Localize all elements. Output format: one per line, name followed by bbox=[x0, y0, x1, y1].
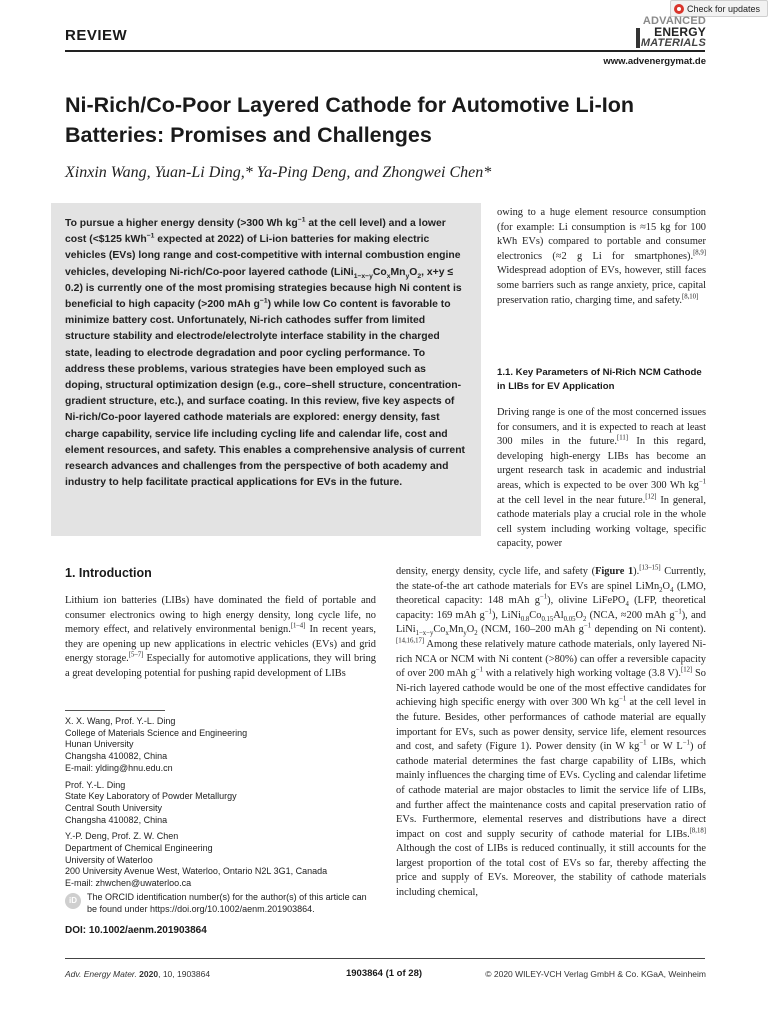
body-paragraph bbox=[497, 206, 706, 308]
abstract-text: at the cell level) and a lower cost (<$125 kWh bbox=[65, 218, 446, 246]
reference-link[interactable]: [8,18] bbox=[689, 827, 706, 835]
section-label: REVIEW bbox=[65, 27, 128, 44]
page-number: 1903864 (1 of 28) bbox=[345, 968, 423, 979]
affiliation-line: College of Materials Science and Engineering bbox=[65, 727, 248, 738]
abstract-box bbox=[51, 203, 481, 536]
article-title: Ni-Rich/Co-Poor Layered Cathode for Automotive Li-Ion Batteries: Promises and Challenges bbox=[65, 93, 634, 147]
affiliation-line: Prof. Y.-L. Ding bbox=[65, 779, 126, 790]
subscript: x bbox=[445, 630, 449, 638]
reference-link[interactable]: [13–15] bbox=[639, 564, 661, 572]
footer-citation bbox=[65, 969, 210, 979]
affiliation-line: 200 University Avenue West, Waterloo, Ontario N2L 3G1, Canada bbox=[65, 866, 328, 877]
subscript: 2 bbox=[474, 630, 478, 638]
body-text: O bbox=[662, 580, 671, 592]
body-text: Al bbox=[553, 609, 564, 621]
footer-year: 2020 bbox=[136, 969, 159, 979]
subscript: 4 bbox=[670, 586, 674, 594]
reference-link[interactable]: [1–4] bbox=[290, 622, 306, 630]
orcid-icon: iD bbox=[65, 893, 81, 909]
subscript: 1−x−y bbox=[353, 272, 373, 280]
body-paragraph bbox=[497, 406, 706, 552]
superscript: −1 bbox=[674, 608, 682, 616]
body-paragraph bbox=[65, 594, 376, 682]
check-for-updates-label: Check for updates bbox=[687, 4, 761, 14]
body-text: ), olivine LiFePO bbox=[547, 595, 626, 607]
journal-logo-line1: ADVANCED bbox=[642, 15, 706, 27]
body-text: Co bbox=[529, 609, 542, 621]
affiliation-line: X. X. Wang, Prof. Y.-L. Ding bbox=[65, 716, 176, 726]
body-text: (LFP, theoretical capacity: 169 mAh g bbox=[396, 595, 706, 621]
abstract-text: expected at 2022) of Li-ion batteries for making electric vehicles (EVs) long range and cost-competitive with internal combustion engine vehicles, developing Ni-rich/Co-poor layered cathode (LiNi bbox=[65, 234, 461, 278]
subscript: 4 bbox=[625, 601, 629, 609]
subscript: 2 bbox=[659, 586, 663, 594]
journal-logo bbox=[606, 16, 706, 49]
body-text: Mn bbox=[448, 624, 464, 636]
email-link[interactable]: E-mail: ylding@hnu.edu.cn bbox=[65, 762, 173, 773]
body-text: In recent years, they are opening up new applications in electric vehicles (EVs) and grid energy storage. bbox=[65, 624, 376, 665]
body-text: O bbox=[575, 609, 583, 621]
superscript: −1 bbox=[297, 216, 306, 224]
body-text: (LMO, theoretical capacity: 148 mAh g bbox=[396, 580, 706, 607]
subscript: 1−x−y bbox=[415, 630, 434, 638]
body-text: Co bbox=[433, 624, 446, 636]
figure-link[interactable]: Figure 1 bbox=[595, 566, 634, 577]
journal-logo-line3: MATERIALS bbox=[640, 37, 706, 49]
crossmark-icon bbox=[674, 4, 684, 14]
section-heading: 1.1. Key Parameters of Ni-Rich NCM Cathode in LIBs for EV Application bbox=[497, 367, 702, 392]
subscript: x bbox=[386, 272, 391, 280]
body-text: (NCA, ≈200 mAh g bbox=[586, 609, 675, 621]
body-text: ). bbox=[633, 566, 640, 577]
body-paragraph bbox=[396, 565, 706, 901]
footer-rule bbox=[65, 958, 705, 959]
section-heading: 1. Introduction bbox=[65, 566, 152, 580]
superscript: −1 bbox=[259, 297, 268, 305]
abstract-text: Co bbox=[372, 266, 387, 278]
affiliation-line: Central South University bbox=[65, 802, 163, 813]
body-text: owing to a huge element resource consumption (for example: Li consumption is ≈15 kg for 100 kWh EVs) compared to portable and consumer electronics (≈2 g Li for smartphones). bbox=[497, 207, 706, 262]
body-text: at the cell level in the near future. bbox=[497, 494, 646, 506]
body-text: (NCM, 160–200 mAh g bbox=[477, 624, 584, 636]
subscript: 0.15 bbox=[541, 615, 554, 623]
body-text: In this regard, developing high-energy LIBs has become an urgent research task in academic and industrial areas, which is expected to be over 300 Wh kg bbox=[497, 436, 707, 491]
body-text: density, energy density, cycle life, and safety ( bbox=[396, 566, 596, 577]
body-text: ), LiNi bbox=[491, 609, 521, 621]
superscript: −1 bbox=[682, 739, 690, 747]
reference-link[interactable]: [12] bbox=[645, 493, 657, 501]
body-text: Especially for automotive applications, they will bring a great developing potential for pushing rapid development of LIBs bbox=[65, 653, 376, 679]
orcid-text[interactable]: The ORCID identification number(s) for the author(s) of this article can be found under https://doi.org/10.1002/aenm.201903864. bbox=[87, 892, 367, 914]
abstract-text: O bbox=[409, 266, 418, 278]
doi-link[interactable]: DOI: 10.1002/aenm.201903864 bbox=[65, 925, 207, 936]
subscript: 2 bbox=[417, 272, 422, 280]
footer-journal: Adv. Energy Mater. bbox=[65, 969, 137, 979]
abstract-text: To pursue a higher energy density (>300 Wh kg bbox=[65, 218, 298, 229]
body-text: Although the cost of LIBs is reduced continually, it still accounts for the largest proportion of the total cost of EVs so far, thereby affecting the price and supply of EVs. Moreover, the stability of cathode materials including chemical, bbox=[396, 843, 706, 899]
copyright: © 2020 WILEY-VCH Verlag GmbH & Co. KGaA, Weinheim bbox=[485, 969, 706, 979]
body-text: ) of cathode material determines the fast charge capability of LIBs, which mainly influences the charging time of EVs. Cycling and calendar lifetime of cathode material are major obstacles to limit the service life of LIBs, and further affect the maintenance costs and capital preservation ratio of EVs. Furthermore, elemental reserves and distributions have a direct impact on cost and supply security of cathode material for LIBs. bbox=[396, 741, 706, 840]
superscript: −1 bbox=[619, 695, 627, 703]
footer-volume: , 10, 1903864 bbox=[158, 969, 211, 979]
body-text: Lithium ion batteries (LIBs) have dominated the field of portable and consumer electronics owing to high energy density, long cycle life, no memory effect, and relatively environmental benign. bbox=[65, 595, 376, 636]
reference-link[interactable]: [8,9] bbox=[693, 249, 706, 257]
body-text: In general, cathode materials play a crucial role in the whole cell system including working voltage, specific capacity, power bbox=[497, 494, 706, 550]
subscript: 2 bbox=[582, 615, 587, 623]
affiliation-line: Changsha 410082, China bbox=[65, 751, 168, 762]
reference-link[interactable]: [11] bbox=[616, 434, 628, 442]
body-text: Widespread adoption of EVs, however, still faces some barriers such as range anxiety, price, capital preservation ratio, charging time, and safety. bbox=[497, 265, 706, 306]
superscript: −1 bbox=[639, 739, 647, 747]
body-text: Driving range is one of the most concerned issues for consumers, and it is expected to reach at least 300 miles in the future. bbox=[497, 407, 706, 448]
superscript: −1 bbox=[583, 622, 592, 630]
journal-url-link[interactable]: www.advenergymat.de bbox=[603, 56, 706, 67]
author-list: Xinxin Wang, Yuan-Li Ding,* Ya-Ping Deng, and Zhongwei Chen* bbox=[65, 164, 492, 181]
journal-logo-line2: ENERGY bbox=[654, 25, 706, 39]
header-rule bbox=[65, 50, 705, 52]
abstract-text: Mn bbox=[390, 266, 406, 278]
body-text: O bbox=[466, 624, 475, 636]
reference-link[interactable]: [8,10] bbox=[681, 293, 699, 301]
affiliation-line: Hunan University bbox=[65, 739, 134, 750]
affiliation-line: State Key Laboratory of Powder Metallurgy bbox=[65, 791, 237, 802]
body-text: Currently, the state-of-the art cathode materials for EVs are spinel LiMn bbox=[396, 566, 706, 592]
superscript: −1 bbox=[475, 666, 483, 674]
superscript: −1 bbox=[698, 478, 706, 486]
subscript: 0.05 bbox=[563, 615, 576, 623]
reference-link[interactable]: [14,16,17] bbox=[396, 637, 425, 645]
affiliation-line: Changsha 410082, China bbox=[65, 814, 168, 825]
body-text: Among these relatively mature cathode materials, only layered Ni-rich NCA or NCM with Ni content (>80%) can offer a reversible capacity of over 200 mAh g bbox=[396, 638, 706, 680]
email-link[interactable]: E-mail: zhwchen@uwaterloo.ca bbox=[65, 878, 192, 889]
affiliation-line: Department of Chemical Engineering bbox=[65, 843, 213, 854]
body-text: depending on Ni content). bbox=[591, 624, 706, 636]
footnote-rule bbox=[65, 710, 165, 711]
body-text: So Ni-rich layered cathode would be one of the most effective candidates for achieving high specific energy with over 300 Wh kg bbox=[396, 668, 706, 709]
reference-link[interactable]: [12] bbox=[680, 666, 693, 674]
abstract-text: ) while low Co content is favorable to minimize battery cost. Unfortunately, Ni-rich cathodes suffer from limited structure stability and electrode/electrolyte interface stability in the charged state, leading to electrode degradation and poor cycling performance. To address these problems, various strategies have been employed such as doping, structural optimization design (e.g., core–shell structure, concentration-gradient structure, etc.), and surface coating. In this review, five key aspects of Ni-rich/Co-poor layered cathode materials are explored: energy density, fast charge capability, service life including cycling life and calendar life, cost and element resources, and safety. This enables a comprehensive analysis of current research advances and challenges from the perspective of both academy and industry to help facilitate practical applications for EVs in the future. bbox=[65, 299, 466, 489]
affiliation-line: Y.-P. Deng, Prof. Z. W. Chen bbox=[65, 831, 179, 842]
body-text: ), and LiNi bbox=[396, 609, 707, 636]
subscript: y bbox=[405, 272, 410, 280]
body-text: at the cell level in the future. Besides, other performances of cathode material are equally important for EVs, such as power density, service life, element resources and cost, and safety (Figure 1). Power density (in W kg bbox=[396, 697, 706, 753]
body-text: with a relatively high working voltage (3.8 V). bbox=[482, 668, 681, 680]
affiliation-line: University of Waterloo bbox=[65, 854, 153, 865]
reference-link[interactable]: [5–7] bbox=[128, 651, 144, 659]
subscript: 0.8 bbox=[520, 615, 530, 623]
body-text: or W L bbox=[646, 741, 683, 753]
subscript: y bbox=[463, 630, 467, 638]
superscript: −1 bbox=[146, 232, 155, 240]
abstract-text: , x+y ≤ 0.2) is currently one of the most promising strategies because high Ni content is beneficial to high capacity (>200 mAh g bbox=[65, 266, 462, 311]
superscript: −1 bbox=[484, 608, 492, 616]
affiliations bbox=[65, 716, 376, 890]
superscript: −1 bbox=[539, 593, 548, 601]
orcid-note bbox=[65, 892, 376, 915]
